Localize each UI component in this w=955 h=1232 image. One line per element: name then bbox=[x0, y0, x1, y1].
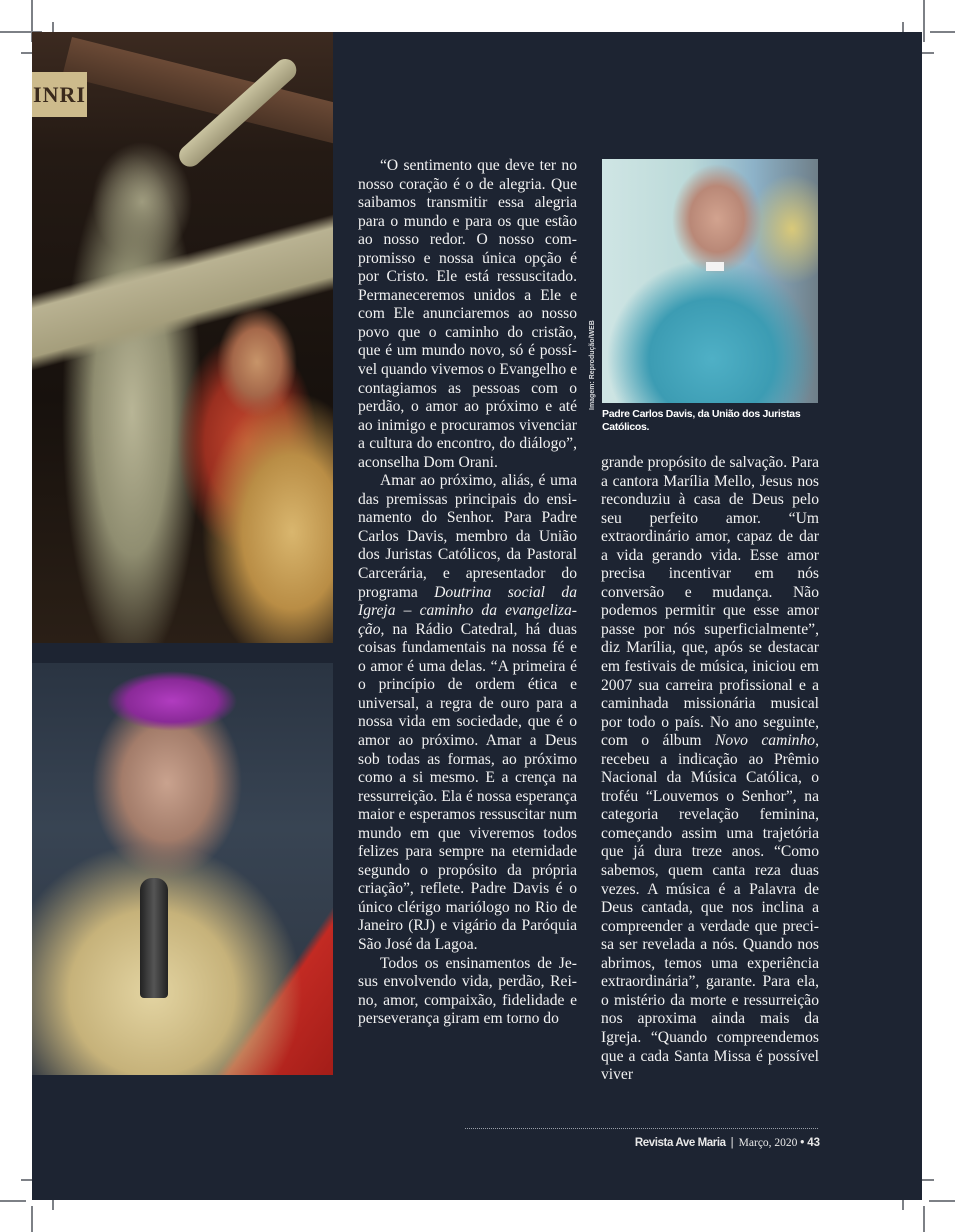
inri-sign: INRI bbox=[32, 72, 87, 117]
paragraph: “O sentimento que deve ter no nosso coração é o de alegria. Que saibamos transmitir essa alegria para o mundo e para os que estão ao nosso redor. O nosso compromisso e nossa única opção é por Cristo. Ele está ressuscitado. Permaneceremos unidos a Ele e com Ele anunciaremos ao nosso povo que o caminho do cristão, que é um mundo novo, só é possível quando vivemos o Evangelho e contagiamos as pessoas com o perdão, o amor ao próximo e até ao inimigo e procuramos vivenciar a cultura do encontro, do diálogo”, aconselha Dom Orani. bbox=[358, 157, 577, 471]
article-column-left bbox=[358, 157, 577, 1029]
album-title: Novo caminho bbox=[715, 732, 816, 750]
cross-beam bbox=[62, 37, 333, 148]
paragraph bbox=[358, 472, 577, 954]
page-footer bbox=[635, 1137, 820, 1149]
photo-caption: Padre Carlos Davis, da União dos Juristas Católicos. bbox=[602, 408, 801, 433]
paragraph-text: grande propósito de salvação. Para a cantora Marília Mello, Jesus nos reconduziu à casa de Deus pelo seu perfeito amor. “Um extraordinário amor, capaz de dar a vida gerando vida. Esse amor precisa incentivar em nós conversão e mudança. Não podemos permitir que esse amor passe por nós superficialmente”, diz Marília, que, após se destacar em festivais de música, iniciou em 2007 sua carreira profissional e a caminhada missionária musical por todo o país. No ano seguinte, com o álbum bbox=[601, 454, 819, 750]
page-number: 43 bbox=[807, 1137, 820, 1149]
dom-orani-photo bbox=[32, 663, 333, 1075]
footer-separator: | bbox=[730, 1137, 734, 1149]
paragraph: Todos os ensinamentos de Jesus envolvendo vida, perdão, Reino, amor, compaixão, fidelidade e perseverança giram em torno do bbox=[358, 954, 577, 1028]
crucifixion-painting-image bbox=[32, 32, 333, 643]
crop-mark bbox=[0, 1200, 26, 1202]
clerical-collar bbox=[706, 262, 724, 271]
article-column-right bbox=[601, 454, 819, 1085]
image-credit: Imagem: Reprodução/WEB bbox=[589, 320, 596, 410]
program-title: Doutrina social da Igreja – caminho da evangelização bbox=[358, 583, 577, 638]
padre-carlos-davis-photo bbox=[602, 159, 818, 403]
crop-mark bbox=[923, 1206, 925, 1232]
paragraph-text: Amar ao próximo, aliás, é uma das premissas principais do ensinamento do Senhor. Para Padre Carlos Davis, membro da União dos Juristas Católicos, da Pastoral Carcerária, e apresentador do programa bbox=[358, 472, 577, 601]
paragraph-text: , na Rádio Catedral, há duas coisas fundamentais na nossa fé e o amor é uma delas. “A primeira é o princípio de ordem ética e universal, a regra de ouro para a nossa vida em sociedade, que é o amor ao próximo. Amar a Deus sob todas as formas, ao próximo como a si mesmo. E a crença na ressurreição. Ela é nossa esperança maior e esperamos ressuscitar num mundo em que viveremos todos felizes para sempre na eternidade segundo o propósito da própria criação”, reflete. Padre Davis é o único clérigo mariólogo no Rio de Janeiro (RJ) e vigário da Paróquia São José da Lagoa. bbox=[358, 620, 577, 953]
paragraph-text: , recebeu a indicação ao Prêmio Nacional da Música Católica, o troféu “Louvemos o Senhor”, na categoria revelação feminina, começando assim uma trajetória que já dura treze anos. “Como sabemos, quem canta reza duas vezes. A música é a Palavra de Deus cantada, que nos inclina a compreender a verdade que precisa ser revelada a nós. Quando nos abrimos, temos uma experiência extraordinária”, garante. Para ela, o mistério da morte e ressurreição nos aproxima ainda mais da Igreja. “Quando compreendemos que a cada Santa Missa é possível viver bbox=[601, 732, 819, 1084]
crop-mark bbox=[930, 31, 955, 33]
crop-mark bbox=[923, 0, 925, 42]
footer-rule bbox=[465, 1128, 818, 1129]
magazine-name: Revista Ave Maria bbox=[634, 1137, 726, 1149]
crop-mark bbox=[929, 1200, 955, 1202]
footer-bullet: • bbox=[800, 1137, 805, 1149]
microphone bbox=[140, 878, 168, 998]
crop-mark bbox=[31, 1206, 33, 1232]
issue-date: Março, 2020 bbox=[738, 1137, 798, 1149]
paragraph bbox=[601, 454, 819, 1085]
